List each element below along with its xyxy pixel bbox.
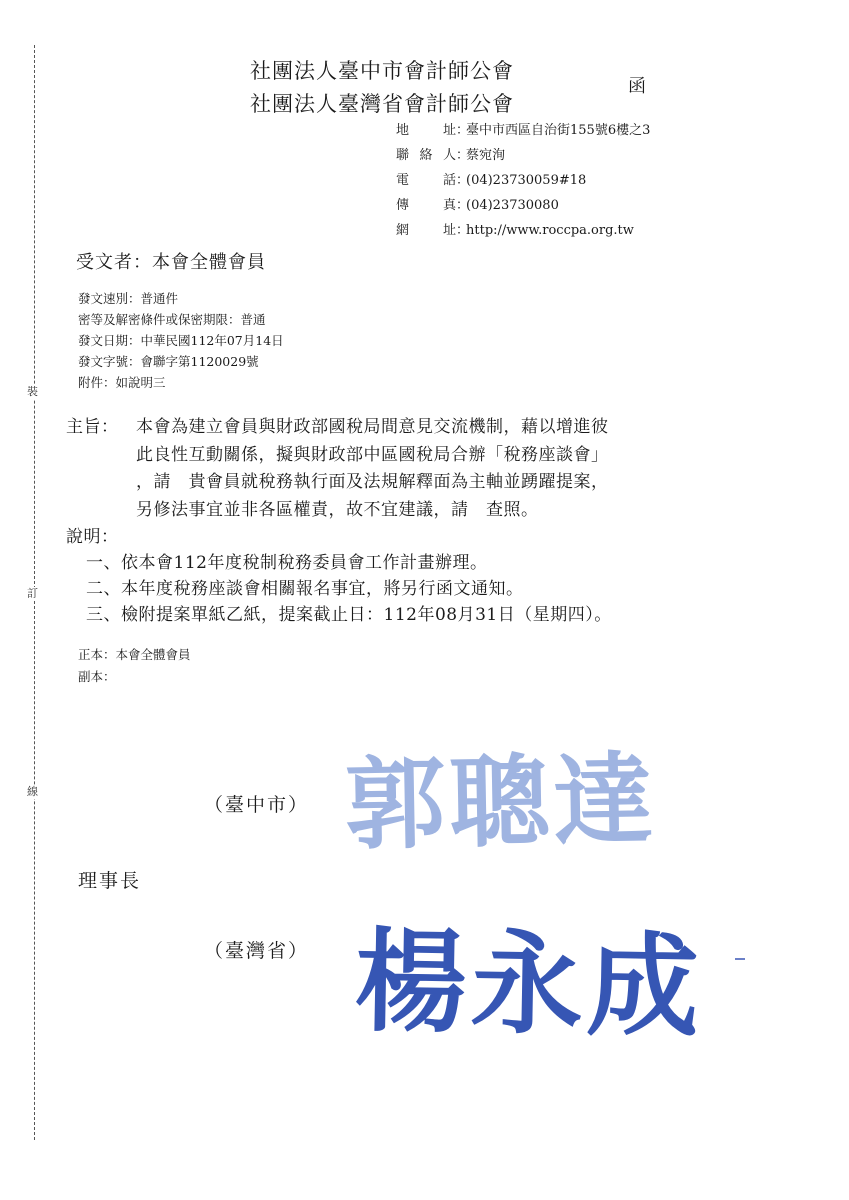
contact-phone: 電 話：(04)23730059#18 — [396, 168, 650, 193]
seal-stamp-guo: 郭聰達 — [344, 740, 659, 864]
contact-block — [396, 118, 650, 243]
binding-char-xian: 線 — [27, 785, 38, 798]
explanation-label: 說明： — [66, 527, 119, 547]
contact-label: 傳 真 — [396, 198, 456, 213]
contact-value: 蔡宛洵 — [466, 148, 506, 163]
copy-cc: 副本： — [78, 669, 116, 684]
contact-address: 地 址：臺中市西區自治街155號6樓之3 — [396, 118, 650, 143]
binding-char-ding: 訂 — [27, 587, 38, 600]
explanation-item: 三、檢附提案單紙乙紙，提案截止日：112年08月31日（星期四）。 — [86, 605, 612, 625]
meta-speed: 發文速別：普通件 — [78, 291, 179, 306]
contact-value: 臺中市西區自治街155號6樓之3 — [466, 123, 651, 138]
contact-value: http://www.roccpa.org.tw — [466, 223, 634, 238]
recipient: 受文者：本會全體會員 — [76, 252, 266, 273]
explanation-item: 一、依本會112年度稅制稅務委員會工作計畫辦理。 — [86, 553, 488, 573]
signature-region-taichung: （臺中市） — [204, 794, 310, 816]
org-name-taichung: 社團法人臺中市會計師公會 — [250, 59, 514, 83]
meta-doc-number: 發文字號：會聯字第1120029號 — [78, 354, 259, 369]
org-name-taiwan: 社團法人臺灣省會計師公會 — [250, 92, 514, 116]
meta-attachment: 附件：如說明三 — [78, 375, 166, 390]
contact-value: (04)23730080 — [466, 198, 559, 213]
copy-main: 正本：本會全體會員 — [78, 647, 191, 662]
contact-label: 聯絡人 — [396, 148, 456, 163]
signature-title: 理事長 — [78, 870, 142, 892]
subject-line: 本會為建立會員與財政部國稅局間意見交流機制，藉以增進彼 — [136, 417, 609, 437]
contact-label: 電 話 — [396, 173, 456, 188]
meta-date: 發文日期：中華民國112年07月14日 — [78, 333, 284, 348]
seal-mark — [735, 958, 745, 960]
explanation-item: 二、本年度稅務座談會相關報名事宜，將另行函文通知。 — [86, 579, 524, 599]
contact-label: 網 址 — [396, 223, 456, 238]
contact-fax: 傳 真：(04)23730080 — [396, 193, 650, 218]
contact-person: 聯絡人：蔡宛洵 — [396, 143, 650, 168]
doc-type: 函 — [628, 76, 646, 97]
meta-block — [78, 288, 284, 393]
contact-value: (04)23730059#18 — [466, 173, 587, 188]
contact-label: 地 址 — [396, 123, 456, 138]
meta-security: 密等及解密條件或保密期限：普通 — [78, 312, 266, 327]
subject-line: 另修法事宜並非各區權責，故不宜建議，請 查照。 — [136, 500, 539, 520]
copies-block — [78, 644, 191, 688]
contact-website: 網 址：http://www.roccpa.org.tw — [396, 218, 650, 243]
subject-label: 主旨： — [66, 417, 119, 437]
binding-char-zhuang: 裝 — [27, 385, 38, 398]
subject-line: 此良性互動關係，擬與財政部中區國稅局合辦「稅務座談會」 — [136, 445, 609, 465]
seal-stamp-yang: 楊永成 — [353, 915, 704, 1054]
subject-line: ，請 貴會員就稅務執行面及法規解釋面為主軸並踴躍提案， — [136, 472, 609, 492]
signature-region-taiwan: （臺灣省） — [204, 940, 310, 962]
